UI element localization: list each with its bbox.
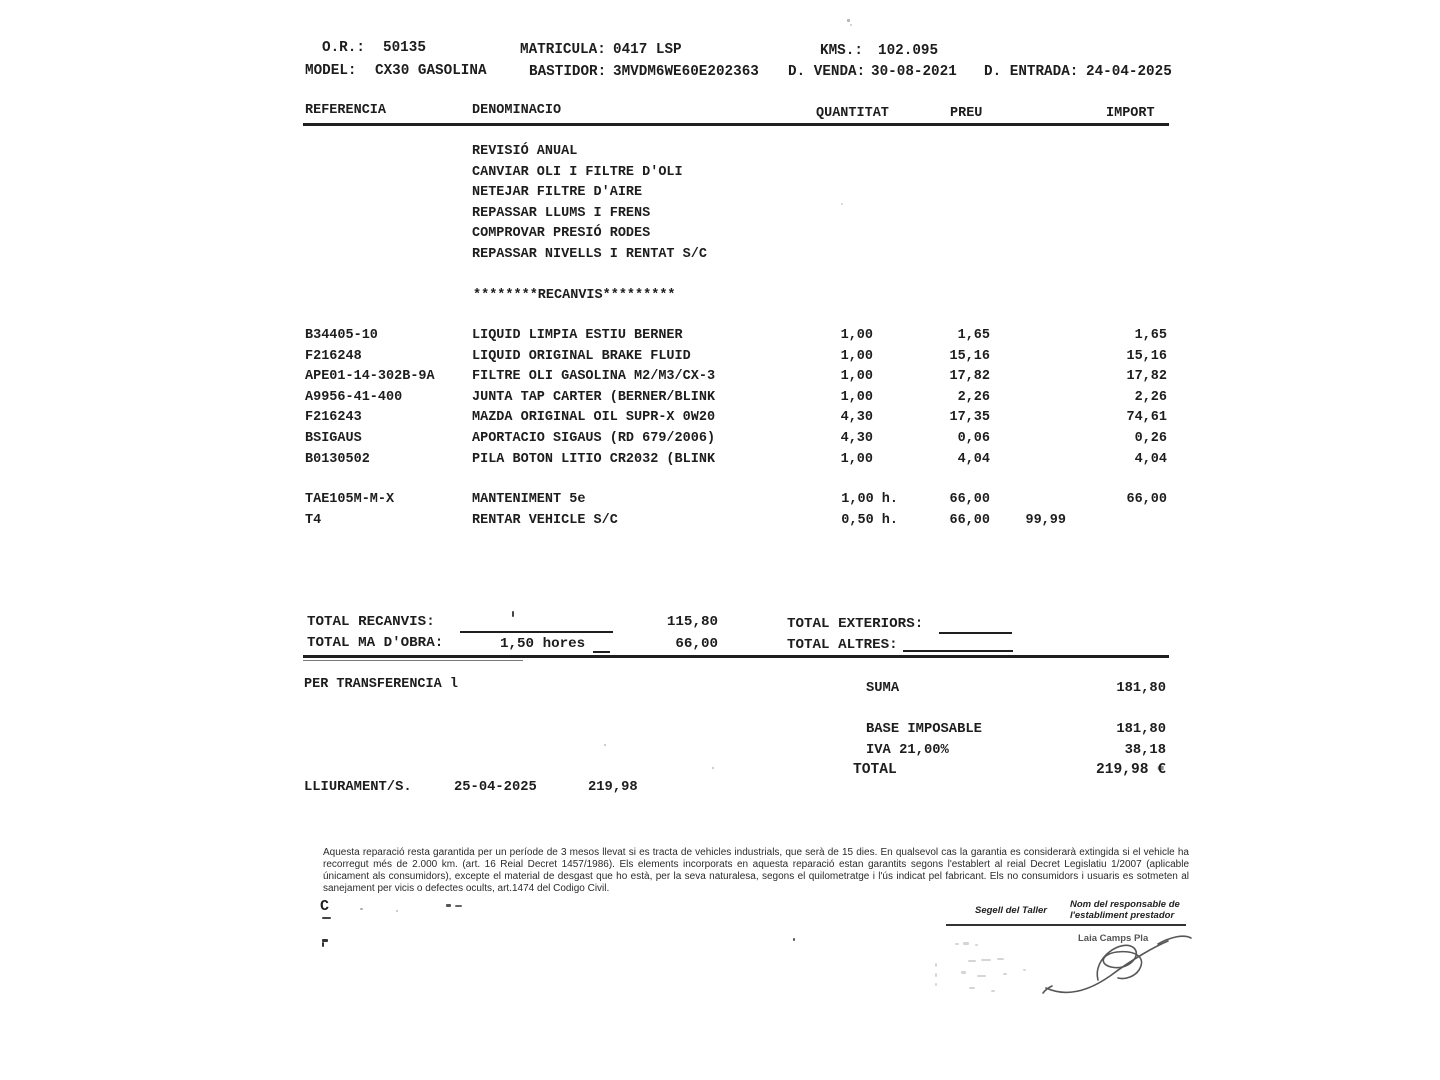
scan-artifact [455,905,462,907]
column-header-denominacio: DENOMINACIO [472,103,562,118]
part-import: 1,65 [1134,328,1167,343]
labor-denominacio: RENTAR VEHICLE S/C [472,513,618,528]
part-row [0,349,1440,369]
scan-artifact [396,910,398,912]
part-preu: 17,82 [949,369,990,384]
part-qty: 4,30 [840,410,873,425]
part-denominacio: APORTACIO SIGAUS (RD 679/2006) [472,431,716,446]
scan-artifact [847,19,850,22]
scan-artifact [841,203,843,205]
work-line: NETEJAR FILTRE D'AIRE [472,185,643,200]
header-divider [303,123,1169,126]
part-preu: 4,04 [957,452,990,467]
part-ref: F216243 [305,410,362,425]
scan-artifact [360,908,363,910]
work-line: REPASSAR NIVELLS I RENTAT S/C [472,247,707,262]
lliurament-date: 25-04-2025 [454,780,537,795]
part-ref: A9956-41-400 [305,390,403,405]
scan-artifact [793,938,795,941]
bastidor-value: 3MVDM6WE60E202363 [613,64,759,80]
part-qty: 4,30 [840,431,873,446]
part-preu: 2,26 [957,390,990,405]
work-line: REPASSAR LLUMS I FRENS [472,206,651,221]
part-denominacio: PILA BOTON LITIO CR2032 (BLINK [472,452,716,467]
total-maobra-label: TOTAL MA D'OBRA: [307,635,444,651]
part-denominacio: JUNTA TAP CARTER (BERNER/BLINK [472,390,716,405]
model-label: MODEL: [305,63,357,79]
lliurament-value: 219,98 [588,780,638,795]
part-qty: 1,00 [840,452,873,467]
part-qty: 1,00 [840,349,873,364]
part-row [0,452,1440,472]
labor-qty: 1,00 h. [841,492,898,507]
segell-taller-label: Segell del Taller [975,905,1047,916]
column-header-preu: PREU [950,106,983,121]
part-denominacio: LIQUID ORIGINAL BRAKE FLUID [472,349,691,364]
part-qty: 1,00 [840,390,873,405]
totals-divider [303,655,1169,658]
legal-text: Aquesta reparació resta garantida per un període de 3 mesos llevat si es tracta de vehicles industrials, que serà de 15 dies. En qualsevol cas la garantia es considerarà extingida si el vehicle ha recorregut més de 2.000 km. (art. 16 Reial Decret 1457/1986). Els elements incorporats en aquesta reparació estan garantits segons l'establert al reial Decret Legislatiu 1/2007 (aplicable únicament als consumidors), excepte el material de desgast que ho està, per la seva naturalesa, segons el quilometratge i l'ús indicat pel fabricant. Els no consumidors i usuaris es sotmeten al sanejament per vicis o defectes ocults, art.1474 del Codigo Civil. [323,847,1189,894]
part-preu: 15,16 [949,349,990,364]
part-row [0,390,1440,410]
labor-preu: 66,00 [949,513,990,528]
stray-mark: C [320,898,330,915]
venda-label: D. VENDA: [788,64,866,80]
column-header-referencia: REFERENCIA [305,103,387,118]
matricula-label: MATRICULA: [520,42,606,58]
part-ref: F216248 [305,349,362,364]
suma-label: SUMA [866,681,900,696]
responsable-name: Laia Camps Pla [1078,933,1149,944]
base-imposable-label: BASE IMPOSABLE [866,722,982,737]
part-import: 17,82 [1126,369,1167,384]
part-import: 0,26 [1134,431,1167,446]
scan-artifact [512,611,514,617]
model-value: CX30 GASOLINA [375,63,487,79]
labor-ref: TAE105M-M-X [305,492,395,507]
part-denominacio: FILTRE OLI GASOLINA M2/M3/CX-3 [472,369,716,384]
scan-artifact [446,904,451,907]
total-exteriors-label: TOTAL EXTERIORS: [787,616,924,632]
scan-artifact [850,24,852,26]
part-row [0,369,1440,389]
part-qty: 1,00 [840,369,873,384]
part-import: 2,26 [1134,390,1167,405]
labor-preu: 66,00 [949,492,990,507]
responsable-label: Nom del responsable de l'establiment prestador [1070,899,1180,921]
part-import: 4,04 [1134,452,1167,467]
part-import: 74,61 [1126,410,1167,425]
part-denominacio: LIQUID LIMPIA ESTIU BERNER [472,328,683,343]
work-line: COMPROVAR PRESIÓ RODES [472,226,651,241]
column-header-import: IMPORT [1106,106,1155,121]
part-preu: 1,65 [957,328,990,343]
total-recanvis-label: TOTAL RECANVIS: [307,614,435,630]
labor-ref: T4 [305,513,322,528]
iva-value: 38,18 [1124,743,1166,758]
part-ref: BSIGAUS [305,431,362,446]
labor-row [0,513,1440,533]
venda-value: 30-08-2021 [871,64,957,80]
scan-artifact [322,917,331,919]
labor-qty: 0,50 h. [841,513,898,528]
iva-label: IVA 21,00% [866,743,949,758]
labor-extra: 99,99 [1025,513,1066,528]
entrada-label: D. ENTRADA: [984,64,1079,80]
kms-label: KMS.: [820,43,863,59]
part-preu: 0,06 [957,431,990,446]
total-maobra-hours: 1,50 hores [500,636,586,652]
suma-value: 181,80 [1116,681,1166,696]
part-row [0,328,1440,348]
base-imposable-value: 181,80 [1116,722,1166,737]
work-line: REVISIÓ ANUAL [472,144,578,159]
part-denominacio: MAZDA ORIGINAL OIL SUPR-X 0W20 [472,410,716,425]
part-ref: B0130502 [305,452,370,467]
labor-denominacio: MANTENIMENT 5e [472,492,586,507]
recanvis-section-header: ********RECANVIS********* [473,288,676,303]
total-altres-underline [903,650,1013,652]
column-header-quantitat: QUANTITAT [816,106,889,121]
part-preu: 17,35 [949,410,990,425]
kms-value: 102.095 [878,43,939,59]
part-ref: B34405-10 [305,328,378,343]
or-label: O.R.: [322,40,365,56]
totals-divider-ghost [303,660,523,661]
total-altres-label: TOTAL ALTRES: [787,637,898,653]
payment-method: PER TRANSFERENCIA l [304,677,458,692]
work-line: CANVIAR OLI I FILTRE D'OLI [472,165,683,180]
matricula-value: 0417 LSP [613,42,682,58]
total-recanvis-underline [460,631,613,633]
part-qty: 1,00 [840,328,873,343]
grand-total-label: TOTAL [853,762,897,778]
total-recanvis-value: 115,80 [666,614,718,630]
part-ref: APE01-14-302B-9A [305,369,435,384]
taller-stamp [933,935,1063,1000]
labor-row [0,492,1440,512]
scan-artifact [322,942,324,947]
bastidor-label: BASTIDOR: [529,64,607,80]
part-row [0,410,1440,430]
part-row [0,431,1440,451]
or-value: 50135 [383,40,426,56]
entrada-value: 24-04-2025 [1086,64,1172,80]
scan-artifact [712,767,714,769]
labor-import: 66,00 [1126,492,1167,507]
part-import: 15,16 [1126,349,1167,364]
total-exteriors-underline [939,632,1012,634]
grand-total-value: 219,98 € [1095,762,1166,778]
lliurament-label: LLIURAMENT/S. [304,780,412,795]
scan-artifact [604,744,606,746]
total-maobra-value: 66,00 [675,636,718,652]
